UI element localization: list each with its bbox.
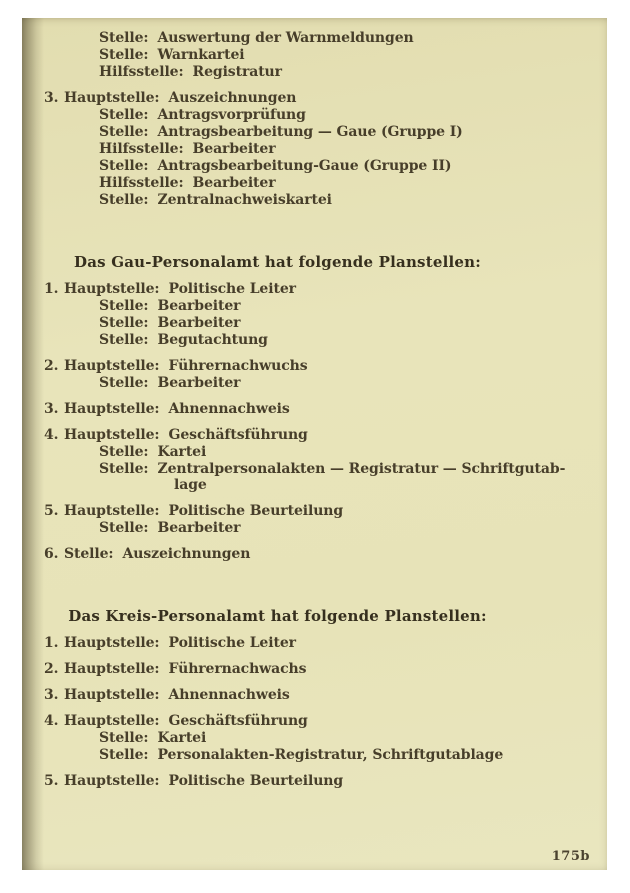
list-item <box>22 444 591 460</box>
list-item <box>22 281 591 297</box>
item-marker <box>72 158 99 174</box>
item-marker <box>72 461 99 477</box>
item-marker: 3. <box>44 90 59 106</box>
item-text: Zentralpersonalakten — Registratur — Schriftgutab- <box>157 461 566 477</box>
item-label: Stelle: <box>99 47 149 63</box>
item-label: Hauptstelle: <box>64 281 160 297</box>
item-text: Auswertung der Warnmeldungen <box>157 30 414 46</box>
list-item <box>22 30 591 46</box>
item-label: Stelle: <box>99 730 149 746</box>
item-text: Politische Beurteilung <box>168 773 344 789</box>
list-item <box>22 192 591 208</box>
item-text: Auszeichnungen <box>168 90 297 106</box>
item-label: Stelle: <box>99 107 149 123</box>
section-heading: Das Kreis-Personalamt hat folgende Planstellen: <box>68 607 487 625</box>
item-text: Registratur <box>192 64 282 80</box>
page-number: 175b <box>551 849 590 864</box>
item-label: Hauptstelle: <box>64 427 160 443</box>
document-page <box>22 18 607 870</box>
item-marker: 3. <box>44 401 59 417</box>
item-label: Hilfsstelle: <box>99 141 184 157</box>
item-label: Hauptstelle: <box>64 661 160 677</box>
item-label: Hauptstelle: <box>64 773 160 789</box>
item-label: Stelle: <box>99 124 149 140</box>
item-text: Politische Beurteilung <box>168 503 344 519</box>
item-marker: 6. <box>44 546 59 562</box>
item-marker: 3. <box>44 687 59 703</box>
item-marker <box>72 30 99 46</box>
list-item <box>22 635 591 651</box>
item-label: Hilfsstelle: <box>99 64 184 80</box>
item-marker: 5. <box>44 503 59 519</box>
item-marker <box>72 124 99 140</box>
item-label: Stelle: <box>99 375 149 391</box>
item-text: Politische Leiter <box>168 281 296 297</box>
item-text: Antragsvorprüfung <box>157 107 306 123</box>
item-marker <box>72 747 99 763</box>
item-label: Stelle: <box>99 520 149 536</box>
item-text-continuation: lage <box>174 477 207 493</box>
item-label: Hauptstelle: <box>64 401 160 417</box>
item-text: Bearbeiter <box>157 375 241 391</box>
item-marker: 1. <box>44 281 59 297</box>
list-section <box>22 608 591 789</box>
list-item <box>22 401 591 417</box>
item-label: Hauptstelle: <box>64 358 160 374</box>
item-text: Warnkartei <box>157 47 245 63</box>
list-item <box>22 503 591 519</box>
item-text: Kartei <box>157 444 207 460</box>
item-text: Personalakten-Registratur, Schriftgutablage <box>157 747 504 763</box>
sections <box>22 30 591 789</box>
list-item <box>22 520 591 536</box>
item-marker: 2. <box>44 358 59 374</box>
item-label: Stelle: <box>99 332 149 348</box>
item-marker <box>72 730 99 746</box>
list-item <box>22 461 591 493</box>
item-label: Hauptstelle: <box>64 713 160 729</box>
item-text: Ahnennachweis <box>168 401 290 417</box>
list-item <box>22 375 591 391</box>
item-text: Politische Leiter <box>168 635 296 651</box>
item-marker <box>72 332 99 348</box>
list-item <box>22 427 591 443</box>
item-label: Hauptstelle: <box>64 90 160 106</box>
item-text: Bearbeiter <box>157 315 241 331</box>
item-marker <box>72 298 99 314</box>
item-marker: 1. <box>44 635 59 651</box>
list-item <box>22 158 591 174</box>
item-label: Hilfsstelle: <box>99 175 184 191</box>
section-heading: Das Gau-Personalamt hat folgende Planstellen: <box>74 253 481 271</box>
list-item <box>22 315 591 331</box>
list-item <box>22 298 591 314</box>
item-label: Stelle: <box>64 546 114 562</box>
item-marker <box>72 47 99 63</box>
item-label: Stelle: <box>99 192 149 208</box>
item-text: Zentralnachweiskartei <box>157 192 332 208</box>
item-label: Hauptstelle: <box>64 635 160 651</box>
item-text: Begutachtung <box>157 332 268 348</box>
item-marker <box>72 315 99 331</box>
item-text: Führernachwachs <box>168 661 307 677</box>
list-item <box>22 141 591 157</box>
item-marker: 2. <box>44 661 59 677</box>
item-label: Hauptstelle: <box>64 687 160 703</box>
item-text: Geschäftsführung <box>168 713 308 729</box>
item-marker <box>72 141 99 157</box>
item-label: Stelle: <box>99 30 149 46</box>
item-text: Bearbeiter <box>157 298 241 314</box>
item-marker <box>72 444 99 460</box>
list-item <box>22 64 591 80</box>
item-text: Führernachwuchs <box>168 358 308 374</box>
list-item <box>22 747 591 763</box>
page-content <box>22 18 607 789</box>
item-label: Stelle: <box>99 298 149 314</box>
item-text: Ahnennachweis <box>168 687 290 703</box>
item-text: Bearbeiter <box>157 520 241 536</box>
item-marker <box>72 107 99 123</box>
item-marker <box>72 175 99 191</box>
list-item <box>22 107 591 123</box>
item-text: Bearbeiter <box>192 175 276 191</box>
item-text: Bearbeiter <box>192 141 276 157</box>
item-label: Stelle: <box>99 461 149 477</box>
item-label: Stelle: <box>99 315 149 331</box>
list-item <box>22 332 591 348</box>
list-item <box>22 773 591 789</box>
item-text: Antragsbearbeitung — Gaue (Gruppe I) <box>157 124 463 140</box>
list-item <box>22 124 591 140</box>
list-section <box>22 254 591 562</box>
item-label: Stelle: <box>99 158 149 174</box>
item-label: Stelle: <box>99 444 149 460</box>
item-text: Antragsbearbeitung-Gaue (Gruppe II) <box>157 158 452 174</box>
list-item <box>22 661 591 677</box>
item-marker <box>72 192 99 208</box>
list-item <box>22 730 591 746</box>
item-marker: 4. <box>44 713 59 729</box>
list-section <box>22 30 591 208</box>
list-item <box>22 175 591 191</box>
item-marker: 4. <box>44 427 59 443</box>
list-item <box>22 687 591 703</box>
item-text: Geschäftsführung <box>168 427 308 443</box>
item-marker: 5. <box>44 773 59 789</box>
list-item <box>22 47 591 63</box>
list-item <box>22 713 591 729</box>
item-label: Stelle: <box>99 747 149 763</box>
item-marker <box>72 375 99 391</box>
item-text: Kartei <box>157 730 207 746</box>
list-item <box>22 546 591 562</box>
list-item <box>22 90 591 106</box>
item-marker <box>72 64 99 80</box>
list-item <box>22 358 591 374</box>
item-marker <box>72 520 99 536</box>
item-text: Auszeichnungen <box>122 546 251 562</box>
item-label: Hauptstelle: <box>64 503 160 519</box>
